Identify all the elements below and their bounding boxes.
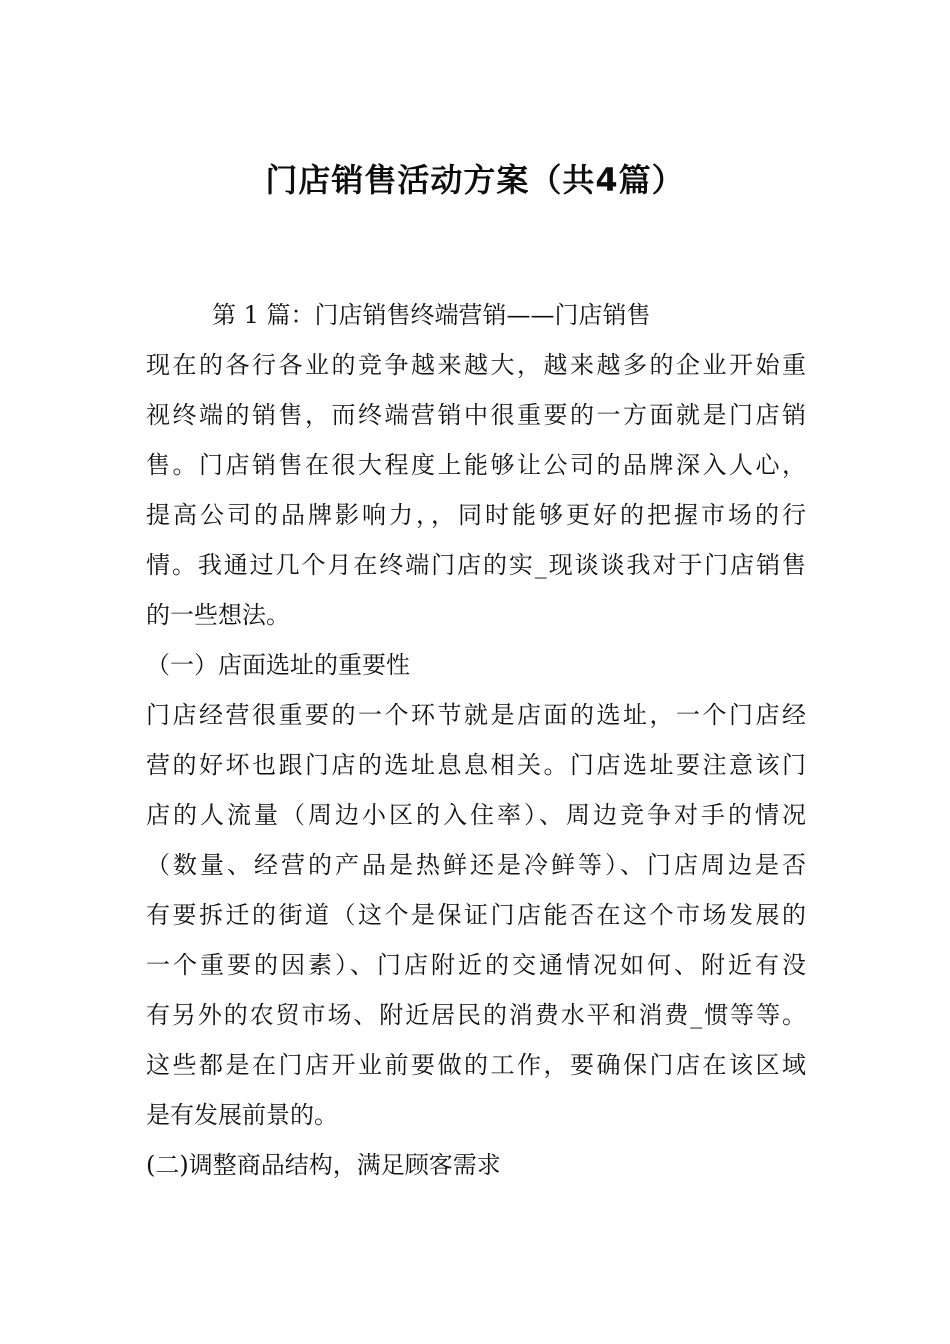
paragraph-line: 的一些想法。 xyxy=(146,601,290,629)
paragraph-line: 这些都是在门店开业前要做的工作，要确保门店在该区域 xyxy=(146,1051,806,1079)
paragraph-line: 现在的各行各业的竞争越来越大，越来越多的企业开始重 xyxy=(146,351,806,379)
paragraph-line: 有要拆迁的街道（这个是保证门店能否在这个市场发展的 xyxy=(146,901,806,929)
paragraph-line: 门店经营很重要的一个环节就是店面的选址，一个门店经 xyxy=(146,701,806,729)
paragraph-line: 售。门店销售在很大程度上能够让公司的品牌深入人心， xyxy=(146,451,806,479)
paragraph-line: 营的好坏也跟门店的选址息息相关。门店选址要注意该门 xyxy=(146,751,806,779)
section-heading: （一）店面选址的重要性 xyxy=(146,651,410,679)
paragraph-line: （数量、经营的产品是热鲜还是冷鲜等）、门店周边是否 xyxy=(146,851,806,879)
paragraph-line: 视终端的销售，而终端营销中很重要的一方面就是门店销 xyxy=(146,401,806,429)
paragraph-line: 一个重要的因素）、门店附近的交通情况如何、附近有没 xyxy=(146,951,806,979)
paragraph-line: 情。我通过几个月在终端门店的实_现谈谈我对于门店销售 xyxy=(146,551,806,579)
paragraph-line: 有另外的农贸市场、附近居民的消费水平和消费_惯等等。 xyxy=(146,1001,806,1029)
paragraph-line: 店的人流量（周边小区的入住率）、周边竞争对手的情况 xyxy=(146,801,806,829)
document-body xyxy=(146,290,806,1190)
chapter-heading: 第 1 篇：门店销售终端营销——门店销售 xyxy=(212,301,651,329)
paragraph-line: 是有发展前景的。 xyxy=(146,1101,338,1129)
paragraph-line: 提高公司的品牌影响力，，同时能够更好的把握市场的行 xyxy=(146,501,806,529)
document-title: 门店销售活动方案（共4篇） xyxy=(265,161,685,199)
section-heading: (二)调整商品结构，满足顾客需求 xyxy=(146,1151,501,1179)
